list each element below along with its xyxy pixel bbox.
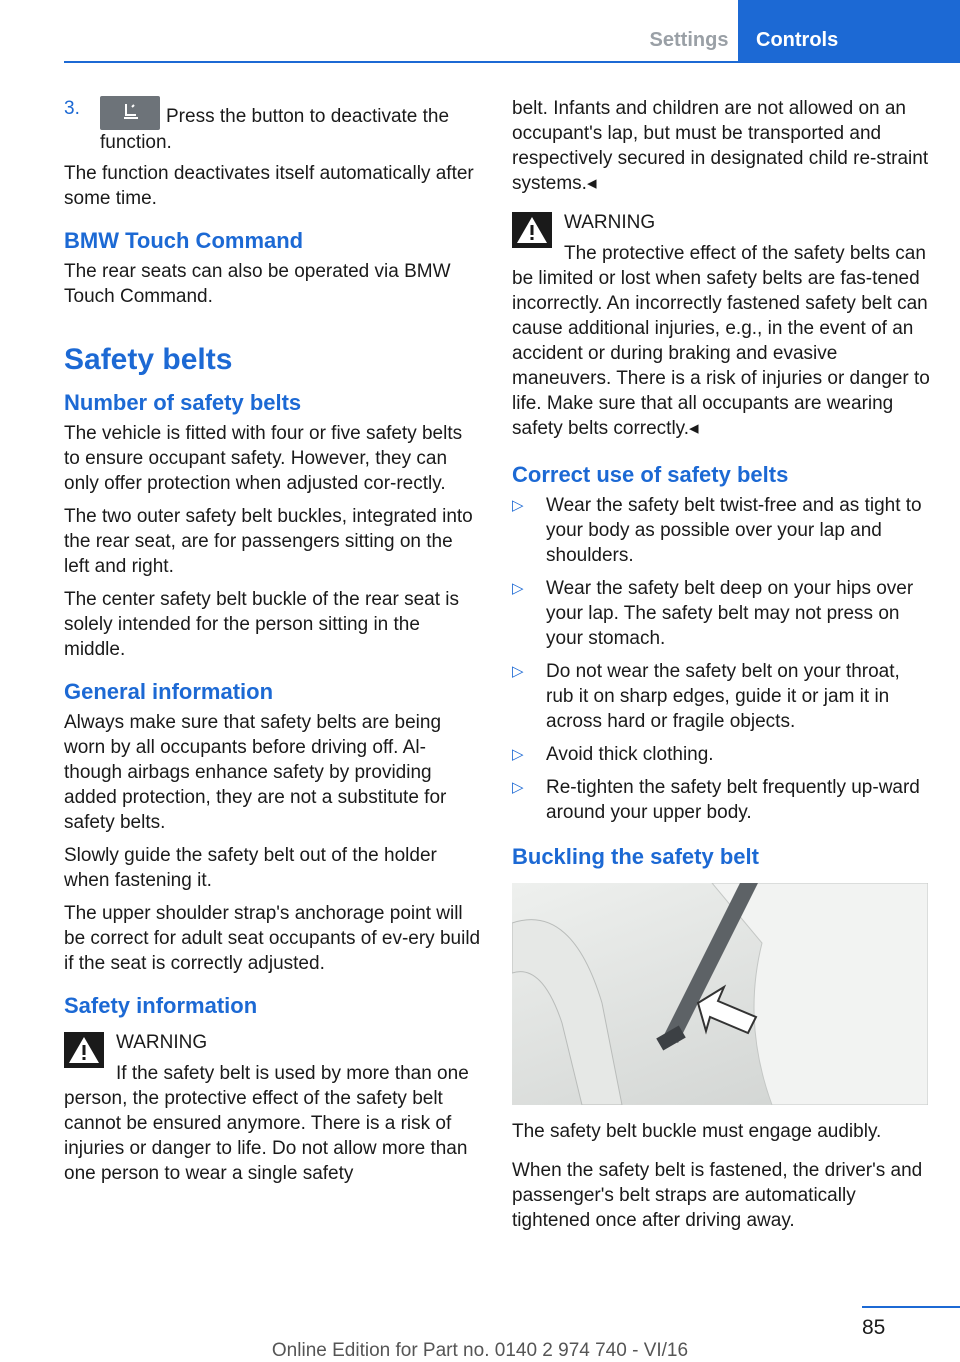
warning-icon: [64, 1032, 104, 1068]
paragraph: Always make sure that safety belts are being worn by all occupants before driving off. Al-though airbags enhance safety by providing added protection, they are not a substitute for safety belts.: [64, 712, 447, 833]
paragraph: When the safety belt is fastened, the driver's and passenger's belt straps are automatically tightened once after driving away.: [512, 1160, 923, 1231]
heading-safety-information: Safety information: [64, 993, 258, 1018]
heading-correct-use: Correct use of safety belts: [512, 462, 789, 487]
tab-settings[interactable]: Settings: [640, 0, 738, 62]
heading-touch-command: BMW Touch Command: [64, 228, 304, 253]
paragraph: Slowly guide the safety belt out of the holder when fastening it.: [64, 845, 437, 891]
right-column: [512, 96, 930, 1241]
list-item: ▷ Avoid thick clothing.: [512, 742, 930, 767]
step-3-text: Press the button to deactivate the function.: [100, 106, 450, 153]
paragraph: The safety belt buckle must engage audibly.: [512, 1121, 882, 1142]
heading-number-of-belts: Number of safety belts: [64, 390, 302, 415]
header-rule: [64, 61, 960, 63]
paragraph: belt. Infants and children are not allowed on an occupant's lap, but must be transported and respectively secured in designated child re-straint systems.◂: [512, 98, 929, 194]
warning-title: WARNING: [116, 1032, 208, 1053]
paragraph: The two outer safety belt buckles, integrated into the rear seat, are for passengers sitting on the left and right.: [64, 506, 473, 577]
warning-title: WARNING: [564, 212, 656, 233]
paragraph: The upper shoulder strap's anchorage point will be correct for adult seat occupants of ev-ery build if the seat is correctly adjusted.: [64, 903, 481, 974]
warning-text: If the safety belt is used by more than one person, the protective effect of the safety belt cannot be ensured anymore. There is a risk of injuries or danger to life. Do not allow more than one person to wear a single safety: [64, 1063, 469, 1184]
warning-block: [64, 1030, 482, 1186]
step-3: [64, 96, 482, 155]
paragraph: The center safety belt buckle of the rear seat is solely intended for the person sitting in the middle.: [64, 589, 459, 660]
heading-general-information: General information: [64, 679, 274, 704]
page-header: [640, 0, 960, 62]
list-item: ▷ Wear the safety belt deep on your hips over your lap. The safety belt may not press on your stomach.: [512, 576, 930, 651]
paragraph: The vehicle is fitted with four or five safety belts to ensure occupant safety. However, they can only offer protection when adjusted cor-rectly.: [64, 423, 463, 494]
seat-belt-photo: [512, 883, 928, 1105]
seat-button-icon: [100, 96, 160, 130]
paragraph: The rear seats can also be operated via BMW Touch Command.: [64, 261, 451, 307]
step-number: 3.: [64, 98, 80, 119]
warning-text: The protective effect of the safety belts can be limited or lost when safety belts are fas-tened incorrectly. An incorrectly fastened safety belt can cause additional injuries, e.g., in the event of an accident or during braking and evasive maneuvers. There is a risk of injuries or danger to life. Make sure that all occupants are wearing safety belts correctly.◂: [512, 243, 930, 439]
footer-rule: [862, 1306, 960, 1308]
bullet-list: [512, 493, 930, 825]
paragraph: The function deactivates itself automatically after some time.: [64, 163, 474, 209]
page-number: 85: [862, 1316, 886, 1339]
edition-footer: Online Edition for Part no. 0140 2 974 740 - VI/16: [271, 1340, 689, 1361]
warning-icon: [512, 212, 552, 248]
seat-belt-illustration: [512, 883, 928, 1105]
list-item: ▷ Do not wear the safety belt on your throat, rub it on sharp edges, guide it or jam it in across hard or fragile objects.: [512, 659, 930, 734]
heading-safety-belts: Safety belts: [64, 343, 233, 376]
tab-controls[interactable]: Controls: [738, 0, 960, 62]
left-column: [64, 96, 482, 1194]
list-item: ▷ Re-tighten the safety belt frequently up-ward around your upper body.: [512, 775, 930, 825]
heading-buckling: Buckling the safety belt: [512, 844, 759, 869]
warning-block: [512, 210, 930, 441]
list-item: ▷ Wear the safety belt twist-free and as tight to your body as possible over your lap and shoulders.: [512, 493, 930, 568]
